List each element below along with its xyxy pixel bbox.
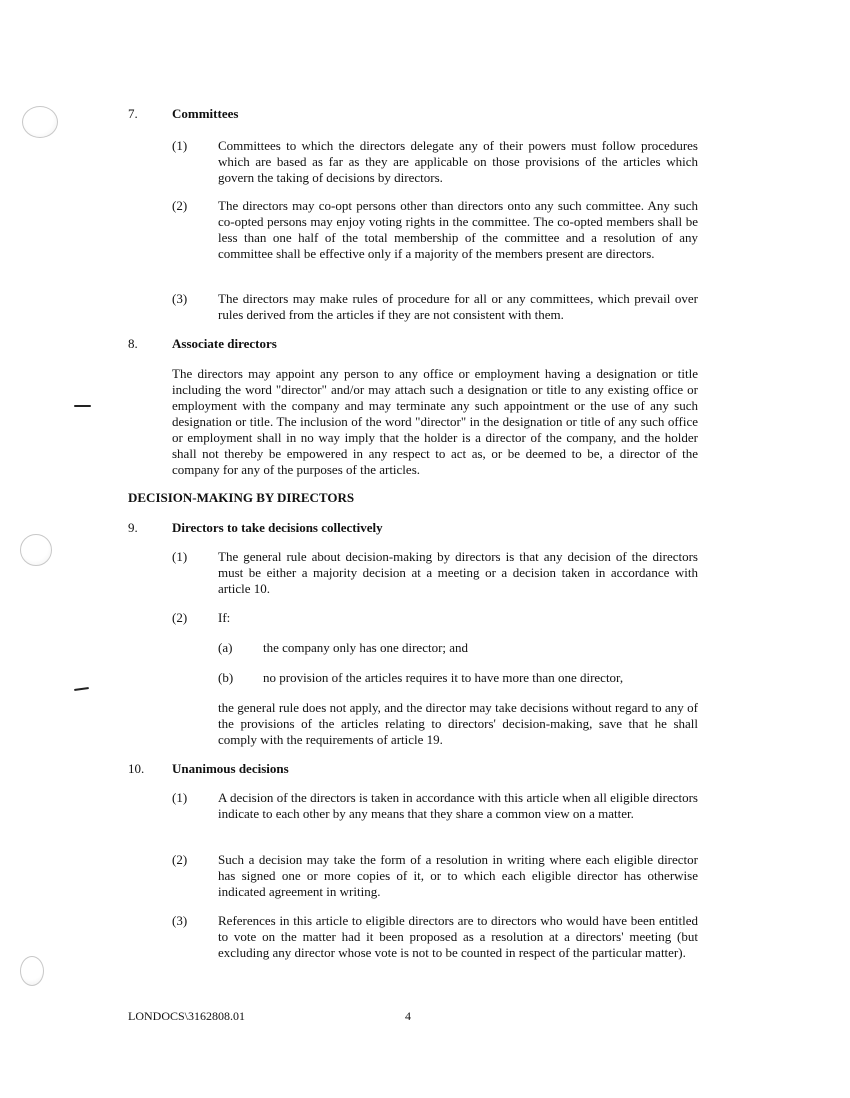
punch-hole-top <box>22 106 58 138</box>
section-10-number: 10. <box>128 761 145 776</box>
section-9-item-1-text: The general rule about decision-making by directors is that any decision of the directors must be either a majority decision at a meeting or a decision taken in accordance with article 10. <box>218 549 698 596</box>
section-10-item-1-label: (1) <box>172 790 188 805</box>
section-7-item-2-label: (2) <box>172 198 188 213</box>
section-7-item-1-label: (1) <box>172 138 188 153</box>
decision-making-heading: DECISION-MAKING BY DIRECTORS <box>128 490 355 505</box>
section-7-item-3-label: (3) <box>172 291 188 306</box>
section-7-item-2-text: The directors may co-opt persons other than directors onto any such committee. Any such co-opted persons may enjoy voting rights in the committee. The co-opted members shall be less than one half of the total membership of the committee and a resolution of any committee shall be effective only if a majority of the members present are directors. <box>218 198 698 261</box>
section-9-number: 9. <box>128 520 138 535</box>
margin-mark-lower <box>74 687 89 691</box>
section-7-number: 7. <box>128 106 138 121</box>
punch-hole-bottom <box>20 956 44 986</box>
section-10-item-2-text: Such a decision may take the form of a resolution in writing where each eligible director has signed one or more copies of it, or to which each eligible director has otherwise indicated agreement in writing. <box>218 852 698 899</box>
section-10-item-1-text: A decision of the directors is taken in accordance with this article when all eligible directors indicate to each other by any means that they share a common view on a matter. <box>218 790 698 821</box>
section-7-item-3-text: The directors may make rules of procedure for all or any committees, which prevail over rules derived from the articles if they are not consistent with them. <box>218 291 698 322</box>
section-9-subitem-b-text: no provision of the articles requires it to have more than one director, <box>263 670 624 685</box>
section-9-title: Directors to take decisions collectively <box>172 520 383 535</box>
section-7-title: Committees <box>172 106 239 121</box>
section-9-item-2-tail: the general rule does not apply, and the director may take decisions without regard to any of the provisions of the articles relating to directors' decision-making, save that he shall comply with the requirements of article 19. <box>218 700 698 747</box>
section-10-item-2-label: (2) <box>172 852 188 867</box>
section-9-item-2-label: (2) <box>172 610 188 625</box>
section-7-item-1-text: Committees to which the directors delegate any of their powers must follow procedures which are based as far as they are applicable on those provisions of the articles which govern the taking of decisions by directors. <box>218 138 698 185</box>
section-9-subitem-a-label: (a) <box>218 640 233 655</box>
section-8-title: Associate directors <box>172 336 277 351</box>
section-9-subitem-b-label: (b) <box>218 670 234 685</box>
section-10-item-3-text: References in this article to eligible directors are to directors who would have been entitled to vote on the matter had it been proposed as a resolution at a directors' meeting (but excluding any director whose vote is not to be counted in respect of the particular matter). <box>218 913 698 960</box>
footer-page-number: 4 <box>405 1009 411 1023</box>
section-9-item-2-text: If: <box>218 610 231 625</box>
section-8-number: 8. <box>128 336 138 351</box>
punch-hole-middle <box>20 534 52 566</box>
section-9-subitem-a-text: the company only has one director; and <box>263 640 469 655</box>
section-8-body: The directors may appoint any person to any office or employment having a designation or title including the word "director" and/or may attach such a designation or title to any existing office or employment with the company and may terminate any such appointment or the use of any such designation or title. The inclusion of the word "director" in the designation or title of any such office or employment shall in no way imply that the holder is a director of the company, and the holder shall not thereby be empowered in any respect to act as, or be deemed to be, a director of the company for any of the purposes of the articles. <box>172 366 698 477</box>
footer-doc-ref: LONDOCS\3162808.01 <box>128 1009 246 1023</box>
section-9-item-1-label: (1) <box>172 549 188 564</box>
section-10-title: Unanimous decisions <box>172 761 289 776</box>
margin-mark-upper <box>74 405 91 407</box>
section-10-item-3-label: (3) <box>172 913 188 928</box>
